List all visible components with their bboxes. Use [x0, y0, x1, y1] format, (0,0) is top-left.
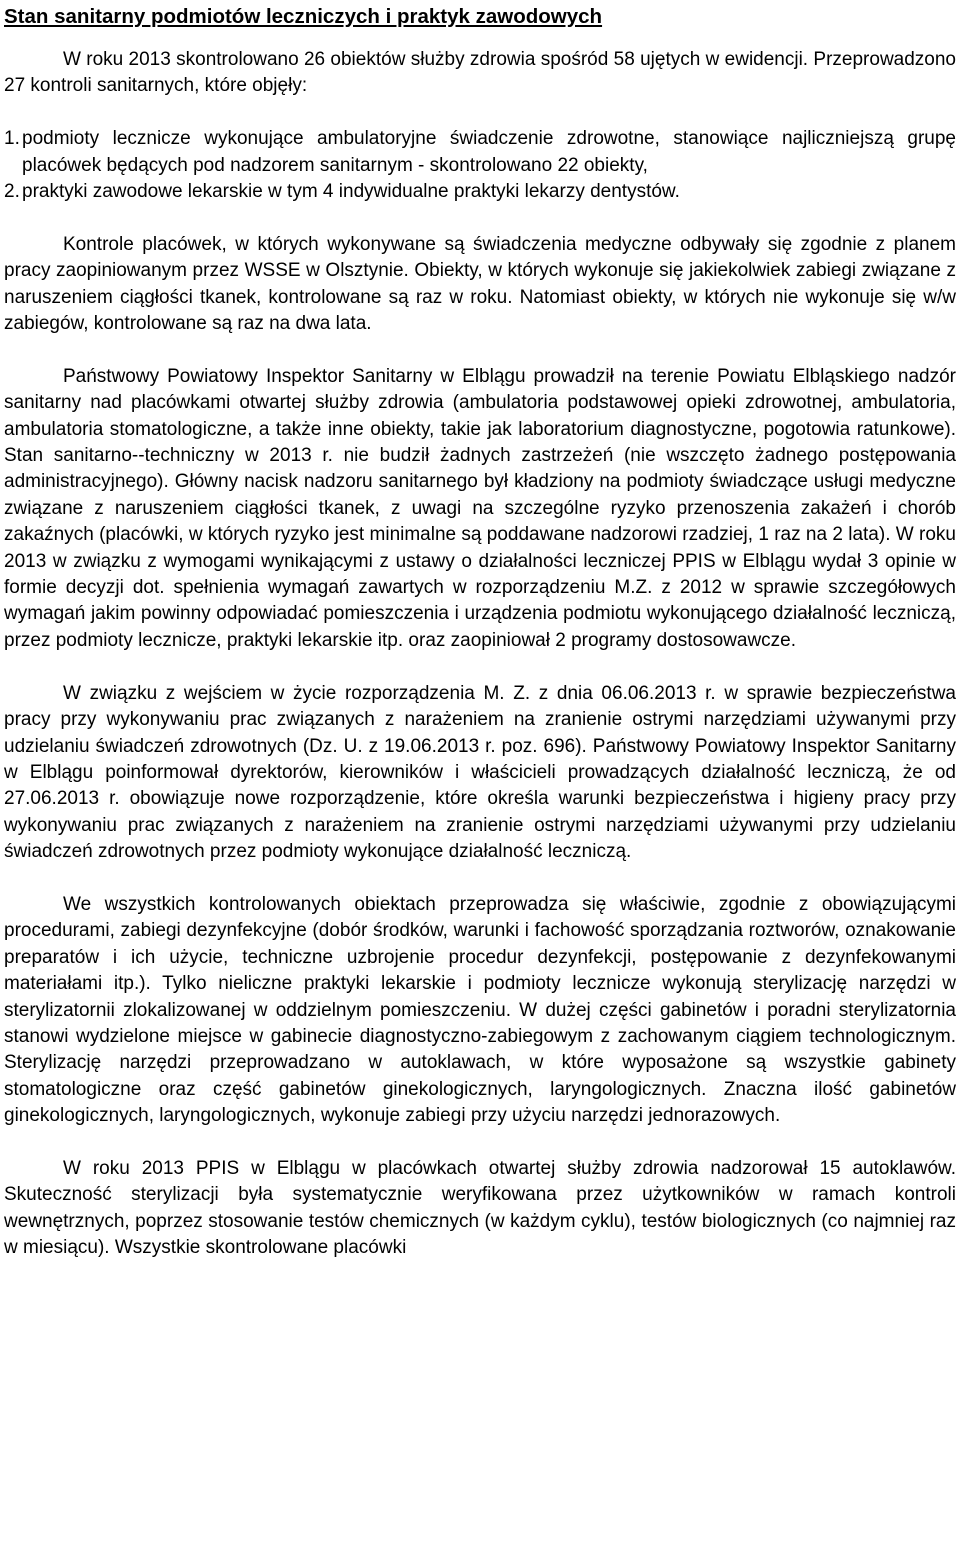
list-item-number: 2. [4, 181, 20, 203]
document-title: Stan sanitarny podmiotów leczniczych i praktyk zawodowych [4, 5, 603, 28]
paragraph-disinfection: We wszystkich kontrolowanych obiektach przeprowadza się właściwie, zgodnie z obowiązującymi procedurami, zabiegi dezynfekcyjne (dobór środków, warunki i fachowość sporządzania roztworów, oznakowanie preparatów i ich użycie, techniczne uzbrojenie procedur dezynfekcji, postępowanie z dezynfekowanymi materiałami itp.). Tylko nieliczne praktyki lekarskie i podmioty lecznicze wykonują sterylizację narzędzi w sterylizatornii zlokalizowanej w oddzielnym pomieszczeniu. W dużej części gabinetów i poradni sterylizatornia stanowi wydzielone miejsce w gabinecie diagnostyczno-zabiegowym z zachowanym ciągiem technologicznym. Sterylizację narzędzi przeprowadzano w autoklawach, w które wyposażone są wszystkie gabinety stomatologiczne oraz część gabinetów ginekologicznych, laryngologicznych. Znaczna ilość gabinetów ginekologicznych, laryngologicznych, wykonuje zabiegi przy użyciu narzędzi jednorazowych. [4, 893, 956, 1127]
list-item-number: 1. [4, 128, 20, 150]
controls-list [4, 126, 956, 205]
list-item-text: praktyki zawodowe lekarskie w tym 4 indywidualne praktyki lekarzy dentystów. [22, 181, 680, 203]
paragraph-autoclaves: W roku 2013 PPIS w Elblągu w placówkach otwartej służby zdrowia nadzorował 15 autoklawów. Skuteczność sterylizacji była systematycznie weryfikowana przez użytkowników w ramach kontroli wewnętrznych, poprzez stosowanie testów chemicznych (w każdym cyklu), testów biologicznych (co najmniej raz w miesiącu). Wszystkie skontrolowane placówki [4, 1157, 956, 1259]
paragraph-regulation: W związku z wejściem w życie rozporządzenia M. Z. z dnia 06.06.2013 r. w sprawie bezpieczeństwa pracy przy wykonywaniu prac związanych z narażeniem na zranienie ostrymi narzędziami używanymi przy udzielaniu świadczeń zdrowotnych (Dz. U. z 19.06.2013 r. poz. 696). Państwowy Powiatowy Inspektor Sanitarny w Elblągu poinformował dyrektorów, kierowników i właścicieli prowadzących działalność leczniczą, że od 27.06.2013 r. obowiązuje nowe rozporządzenie, które określa warunki bezpieczeństwa i higieny pracy przy wykonywaniu prac związanych z narażeniem na zranienie ostrymi narzędziami używanymi przy udzielaniu świadczeń zdrowotnych przez podmioty wykonujące działalność leczniczą. [4, 682, 956, 863]
list-item-text: podmioty lecznicze wykonujące ambulatoryjne świadczenie zdrowotne, stanowiące najliczniejszą grupę placówek będących pod nadzorem sanitarnym - skontrolowano 22 obiekty, [22, 128, 956, 176]
intro-paragraph: W roku 2013 skontrolowano 26 obiektów służby zdrowia spośród 58 ujętych w ewidencji. Przeprowadzono 27 kontroli sanitarnych, które objęły: [4, 49, 956, 97]
list-item [4, 126, 956, 179]
list-item [4, 179, 956, 205]
paragraph-controls-plan: Kontrole placówek, w których wykonywane są świadczenia medyczne odbywały się zgodnie z planem pracy zaopiniowanym przez WSSE w Olsztynie. Obiekty, w których wykonuje się jakiekolwiek zabiegi związane z naruszeniem ciągłości tkanek, kontrolowane są raz w roku. Natomiast obiekty, w których nie wykonuje się w/w zabiegów, kontrolowane są raz na dwa lata. [4, 233, 956, 335]
paragraph-sanitary-supervision: Państwowy Powiatowy Inspektor Sanitarny w Elblągu prowadził na terenie Powiatu Elbląskiego nadzór sanitarny nad placówkami otwartej służby zdrowia (ambulatoria podstawowej opieki zdrowotnej, ambulatoria, ambulatoria stomatologiczne, a także inne obiekty, takie jak laboratorium diagnostyczne, pogotowia ratunkowe). Stan sanitarno--techniczny w 2013 r. nie budził żadnych zastrzeżeń (nie wszczęto żadnego postępowania administracyjnego). Główny nacisk nadzoru sanitarnego był kładziony na podmioty świadczące usługi medyczne związane z naruszeniem ciągłości tkanek, z uwagi na szczególne ryzyko przenoszenia zakażeń i chorób zakaźnych (placówki, w których ryzyko jest minimalne są poddawane nadzorowi rzadziej, 1 raz na 2 lata). W roku 2013 w związku z wymogami wynikającymi z ustawy o działalności leczniczej PPIS w Elblągu wydał 3 opinie w formie decyzji dot. spełnienia wymagań zawartych w rozporządzeniu M.Z. z 2012 w sprawie szczegółowych wymagań jakim powinny odpowiadać pomieszczenia i urządzenia podmiotu wykonującego działalność leczniczą, przez podmioty lecznicze, praktyki lekarskie itp. oraz zaopiniował 2 programy dostosowawcze. [4, 365, 956, 651]
